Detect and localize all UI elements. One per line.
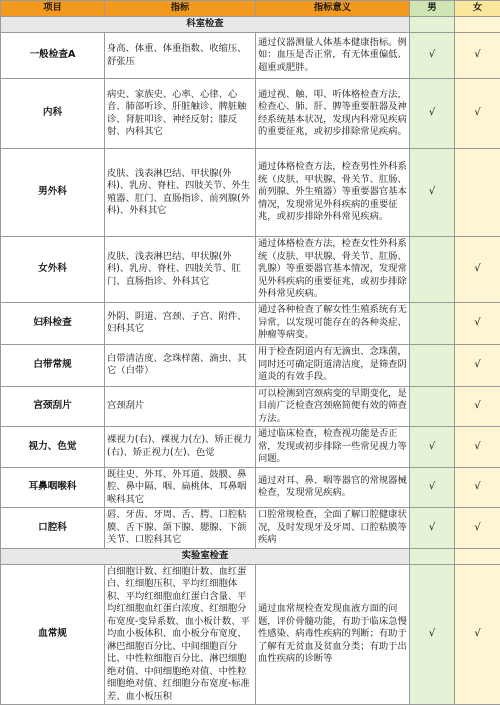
table-row [1,564,500,705]
row-indicator: 宫颈刮片 [105,386,256,427]
row-item: 口腔科 [1,508,105,549]
row-indicator: 裸视力(右)、裸视力(左)、矫正视力(右)、矫正视力(左)、色觉 [105,427,256,468]
row-indicator: 皮肤、浅表淋巴结、甲状腺(外科)、乳房、脊柱、四肢关节、外生殖器、肛门、直肠指诊、前列腺(外科)、外科其它 [105,149,256,237]
row-item: 白带常规 [1,344,105,386]
male-check: √ [410,467,455,508]
row-indicator: 唇、牙齿、牙周、舌、腭、口腔粘膜、舌下腺、颌下腺、腮腺、下颌关节、口腔科其它 [105,508,256,549]
table-row [1,237,500,303]
row-item: 耳鼻咽喉科 [1,467,105,508]
row-meaning: 通过仪器测量人体基本健康指标。例如：血压是否正常，有无体重偏低、超重或肥胖。 [256,33,410,79]
table-row [1,344,500,386]
row-indicator: 外阴、阴道、宫颈、子宫、附件、妇科其它 [105,302,256,344]
row-indicator: 白带清洁度、念珠样菌、滴虫、其它（白带） [105,344,256,386]
header-indicator: 指标 [105,1,256,17]
table-row [1,79,500,149]
table-row [1,386,500,427]
row-item: 男外科 [1,149,105,237]
row-meaning: 通过视、触、叩、听体格检查方法，检查心、肺、肝、脾等重要脏器及神经系统基本状况，发现内科常见疾病的重要征兆，或初步排除常见疾病。 [256,79,410,149]
row-meaning: 通过体格检查方法，检查男性外科系统（皮肤、甲状腺、骨关节、肛肠、前列腺、外生殖器）等重要器官基本情况，发现常见外科疾病的重要征兆，或初步排除外科常见疾病。 [256,149,410,237]
male-check [410,302,455,344]
male-check: √ [410,427,455,468]
row-indicator: 身高、体重、体重指数、收缩压、舒张压 [105,33,256,79]
female-check: √ [455,302,500,344]
female-check: √ [455,237,500,303]
row-item: 血常规 [1,564,105,705]
male-check [410,344,455,386]
row-indicator: 既往史、外耳、外耳道、鼓膜、鼻腔、鼻中隔、咽、扁桃体、耳鼻咽喉科其它 [105,467,256,508]
female-check: √ [455,427,500,468]
row-meaning: 通过血常规检查发现血液方面的问题，评价骨髓功能，有助于临床急慢性感染、病毒性疾病的判断；有助于了解有无贫血及贫血分类；有助于出血性疾病的诊断等 [256,564,410,705]
table-header [1,1,500,17]
female-check: √ [455,79,500,149]
header-female: 女 [455,1,500,17]
male-check [410,237,455,303]
header-meaning: 指标意义 [256,1,410,17]
row-indicator: 白细胞计数、红细胞计数、血红蛋白、红细胞压积、平均红细胞体积、平均红细胞血红蛋白含量、平均红细胞血红蛋白浓度、红细胞分布宽度-变异系数、血小板计数、平均血小板体积、血小板分布宽度、淋巴细胞百分比、中间细胞百分比、中性粒细胞百分比、淋巴细胞绝对值、中间细胞绝对值、中性粒细胞绝对值、红细胞分布宽度-标准差、血小板压积 [105,564,256,705]
row-item: 一般检查A [1,33,105,79]
female-check: √ [455,33,500,79]
female-check: √ [455,564,500,705]
male-check: √ [410,508,455,549]
row-item: 视力、色觉 [1,427,105,468]
row-meaning: 通过各种检查了解女性生殖系统有无异常，以发现可能存在的各种炎症、肿瘤等病变。 [256,302,410,344]
male-check: √ [410,33,455,79]
row-meaning: 通过体格检查方法，检查女性外科系统（皮肤、甲状腺、骨关节、肛肠、乳腺）等重要器官基本情况，发现常见外科疾病的重要征兆，或初步排除外科常见疾病。 [256,237,410,303]
row-meaning: 通过对耳、鼻、咽等器官的常规器械检查，发现常见疾病。 [256,467,410,508]
table-row [1,427,500,468]
row-item: 妇科检查 [1,302,105,344]
row-meaning: 通过临床检查，检查视功能是否正常，发现或初步排除一些常见视力等问题。 [256,427,410,468]
section-title: 科室检查 [1,17,410,33]
row-meaning: 可以检测到宫颈病变的早期变化，是目前广泛检查宫颈癌简便有效的筛查方法。 [256,386,410,427]
male-check: √ [410,79,455,149]
female-check: √ [455,467,500,508]
section-title: 实验室检查 [1,548,410,564]
table-row [1,33,500,79]
row-meaning: 口腔常规检查，全面了解口腔健康状况，及时发现牙及牙周、口腔粘膜等疾病 [256,508,410,549]
female-check: √ [455,508,500,549]
row-item: 女外科 [1,237,105,303]
row-indicator: 病史、家族史、心率、心律、心音、肺部听诊、肝脏触诊、脾脏触诊、肾脏叩诊、神经反射；膝反射、内科其它 [105,79,256,149]
female-check: √ [455,344,500,386]
table-row [1,467,500,508]
table-row [1,149,500,237]
male-check [410,386,455,427]
header-item: 项目 [1,1,105,17]
table-row [1,508,500,549]
female-check: √ [455,386,500,427]
row-item: 宫颈刮片 [1,386,105,427]
table-row [1,302,500,344]
row-indicator: 皮肤、浅表淋巴结、甲状腺(外科)、乳房、脊柱、四肢关节、肛门、直肠指诊、外科其它 [105,237,256,303]
male-check: √ [410,149,455,237]
female-check [455,149,500,237]
male-check: √ [410,564,455,705]
header-male: 男 [410,1,455,17]
row-meaning: 用于检查阴道内有无滴虫、念珠菌，同时还可确定阴道清洁度，是筛查阴道炎的有效手段。 [256,344,410,386]
row-item: 内科 [1,79,105,149]
